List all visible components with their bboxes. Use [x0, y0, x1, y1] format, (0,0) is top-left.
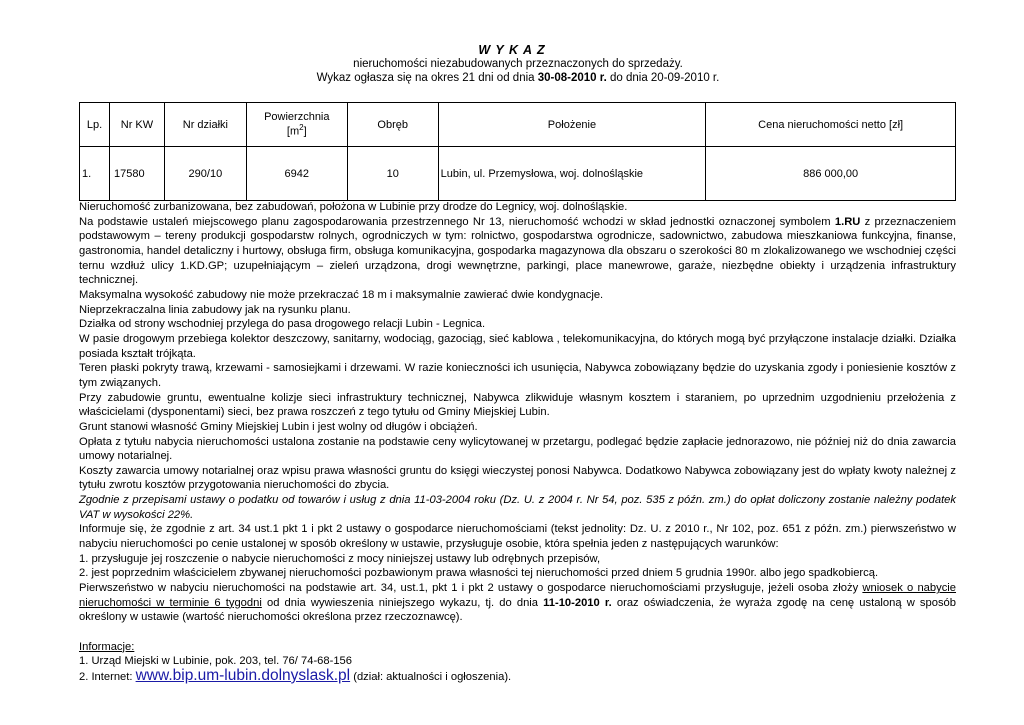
paragraph-location: Nieruchomość zurbanizowana, bez zabudowań, położona w Lubinie przy drodze do Legnicy, woj. dolnośląskie.: [79, 201, 628, 213]
header-nr-kw: Nr KW: [109, 103, 164, 147]
cell-cena: 886 000,00: [706, 147, 956, 201]
period-line: [6, 72, 1024, 84]
info-line-2: [79, 666, 956, 685]
paragraph-condition-2: 2. jest poprzednim właścicielem zbywanej nieruchomości pozbawionym prawa własności tej nieruchomości przed dniem 5 grudnia 1990r. albo jego spadkobiercą.: [79, 567, 879, 580]
paragraph-condition-1: 1. przysługuje jej roszczenie o nabycie nieruchomości z mocy niniejszej ustawy lub odrębnych przepisów,: [79, 552, 601, 565]
description-body: [79, 200, 956, 685]
table-row: [80, 147, 956, 201]
header-polozenie: Położenie: [438, 103, 706, 147]
header-powierzchnia-label: Powierzchnia: [264, 111, 330, 124]
info-heading: Informacje:: [79, 640, 135, 653]
paragraph-building-line: Nieprzekraczalna linia zabudowy jak na rysunku planu.: [79, 303, 351, 316]
paragraph-zoning: [79, 215, 956, 288]
header-lp: Lp.: [80, 103, 110, 147]
page-subtitle: nieruchomości niezabudowanych przeznaczonych do sprzedaży.: [353, 58, 683, 70]
cell-powierzchnia: 6942: [246, 147, 347, 201]
paragraph-utilities: W pasie drogowym przebiega kolektor deszczowy, sanitarny, wodociąg, gazociąg, sieć kablowa , telekomunikacyjna, do których mogą być przyłączone instalacje działki. Działka posiada kształt trójkąta.: [79, 332, 956, 360]
header-powierzchnia-unit-open: [m: [286, 125, 300, 138]
info-line-2-prefix: 2. Internet:: [79, 670, 136, 683]
header-powierzchnia-unit-sup: 2: [299, 123, 304, 133]
period-start-date: 30-08-2010 r.: [537, 72, 607, 84]
header-powierzchnia-unit-close: ]: [303, 125, 307, 138]
deadline-text-end: oraz oświadczenia, że wyraża zgodę na cenę ustaloną w sposób określony w ustawie (wartość nieruchomości określona przez rzeczoznawcę).: [79, 596, 957, 624]
header-cena: Cena nieruchomości netto [zł]: [706, 103, 956, 147]
paragraph-ownership: Grunt stanowi własność Gminy Miejskiej Lubin i jest wolny od długów i obciążeń.: [79, 420, 478, 433]
deadline-text-start: Pierwszeństwo w nabyciu nieruchomości na podstawie art. 34, ust.1, pkt 1 i pkt 2 ustawy o gospodarce nieruchomościami przysługuje, jeżeli osoba złoży: [79, 582, 863, 595]
paragraph-priority: Informuje się, że zgodnie z art. 34 ust.1 pkt 1 i pkt 2 ustawy o gospodarce nieruchomościami (tekst jednolity: Dz. U. z 2010 r., Nr 102, poz. 651 z późn. zm.) pierwszeństwo w nabyciu nieruchomości po cenie ustalonej w sposób określony w ustawie, przysługuje osobie, która spełnia jeden z następujących warunków:: [79, 523, 956, 551]
deadline-underlined: wniosek o nabycie nieruchomości w terminie 6 tygodni: [79, 582, 957, 609]
header-nr-dzialki: Nr działki: [164, 103, 246, 147]
info-line-1: 1. Urząd Miejski w Lubinie, pok. 203, tel. 76/ 74-68-156: [79, 655, 353, 668]
cell-nr-dzialki: 290/10: [164, 147, 246, 201]
paragraph-terrain: Teren płaski pokryty trawą, krzewami - samosiejkami i drzewami. W razie konieczności ich usunięcia, Nabywca zobowiązany będzie do uzyskania zgody i poniesienie kosztów z tym związanych.: [79, 362, 956, 389]
paragraph-costs: Koszty zawarcia umowy notarialnej oraz wpisu prawa własności gruntu do księgi wieczystej ponosi Nabywca. Dodatkowo Nabywca zobowiązany jest do wpłaty kwoty należnej z tytułu zwrotu kosztów przygotowania nieruchomości do zbycia.: [79, 464, 956, 492]
property-table: [79, 102, 956, 201]
zoning-symbol: 1.RU: [834, 215, 861, 228]
paragraph-height: Maksymalna wysokość zabudowy nie może przekraczać 18 m i maksymalnie zawierać dwie kondygnacje.: [79, 288, 604, 301]
header-obreb: Obręb: [347, 103, 438, 147]
period-end-text: do dnia 20-09-2010 r.: [606, 72, 720, 84]
cell-obreb: 10: [347, 147, 438, 201]
zoning-text-start: Na podstawie ustaleń miejscowego planu zagospodarowania przestrzennego Nr 13, nieruchomość wchodzi w skład jednostki oznaczonej symbolem: [79, 215, 835, 228]
paragraph-payment: Opłata z tytułu nabycia nieruchomości ustalona zostanie na podstawie ceny wylicytowanej w przetargu, podlegać będzie zapłacie jednorazowo, nie później niż do dnia zawarcia umowy notarialnej.: [79, 435, 956, 463]
paragraph-road: Działka od strony wschodniej przylega do pasa drogowego relacji Lubin - Legnica.: [79, 318, 486, 331]
header-powierzchnia: [246, 103, 347, 147]
cell-polozenie: Lubin, ul. Przemysłowa, woj. dolnośląskie: [438, 147, 706, 201]
cell-nr-kw: 17580: [109, 147, 164, 201]
paragraph-vat: Zgodnie z przepisami ustawy o podatku od towarów i usług z dnia 11-03-2004 roku (Dz. U. z 2004 r. Nr 54, poz. 535 z późn. zm.) do opłat doliczony zostanie należny podatek VAT w wysokości 22%.: [79, 494, 956, 521]
page-title: W Y K A Z: [478, 43, 546, 57]
bip-link[interactable]: www.bip.um-lubin.dolnyslask.pl: [135, 666, 351, 684]
zoning-text-end: z przeznaczeniem podstawowym – tereny produkcji gospodarstw rolnych, ogrodniczych w tym: rolnictwo, gospodarstwa ogrodnicze, sadownictwo, zabudowa mieszkaniowa funkcyjna, finanse, gastronomia, handel detaliczny i hurtowy, obsługa firm, obsługa komunikacyjna, gospodarka magazynowa dla obszaru o szerokości 80 m zlokalizowanego we wschodniej części ternu wzdłuż ulicy 1.KD.GP; uzupełniającym – zieleń urządzona, drogi wewnętrzne, parkingi, place manewrowe, garaże, niezbędne obiekty i urządzenia infrastruktury technicznej.: [79, 215, 956, 287]
deadline-date: 11-10-2010 r.: [543, 596, 612, 609]
period-prefix: Wykaz ogłasza się na okres 21 dni od dnia: [316, 72, 538, 84]
paragraph-deadline: [79, 581, 956, 625]
cell-lp: 1.: [80, 147, 110, 201]
deadline-text-mid: od dnia wywieszenia niniejszego wykazu, tj. do dnia: [261, 596, 544, 609]
table-header-row: [80, 103, 956, 147]
paragraph-collisions: Przy zabudowie gruntu, ewentualne kolizje sieci infrastruktury technicznej, Nabywca zlikwiduje własnym kosztem i staraniem, po uprzednim uzgodnieniu przełożenia z właścicielami (dysponentami) sieci, bez prawa roszczeń z tego tytułu od Gminy Miejskiej Lubin.: [79, 391, 956, 419]
info-line-2-suffix: (dział: aktualności i ogłoszenia).: [350, 670, 512, 683]
